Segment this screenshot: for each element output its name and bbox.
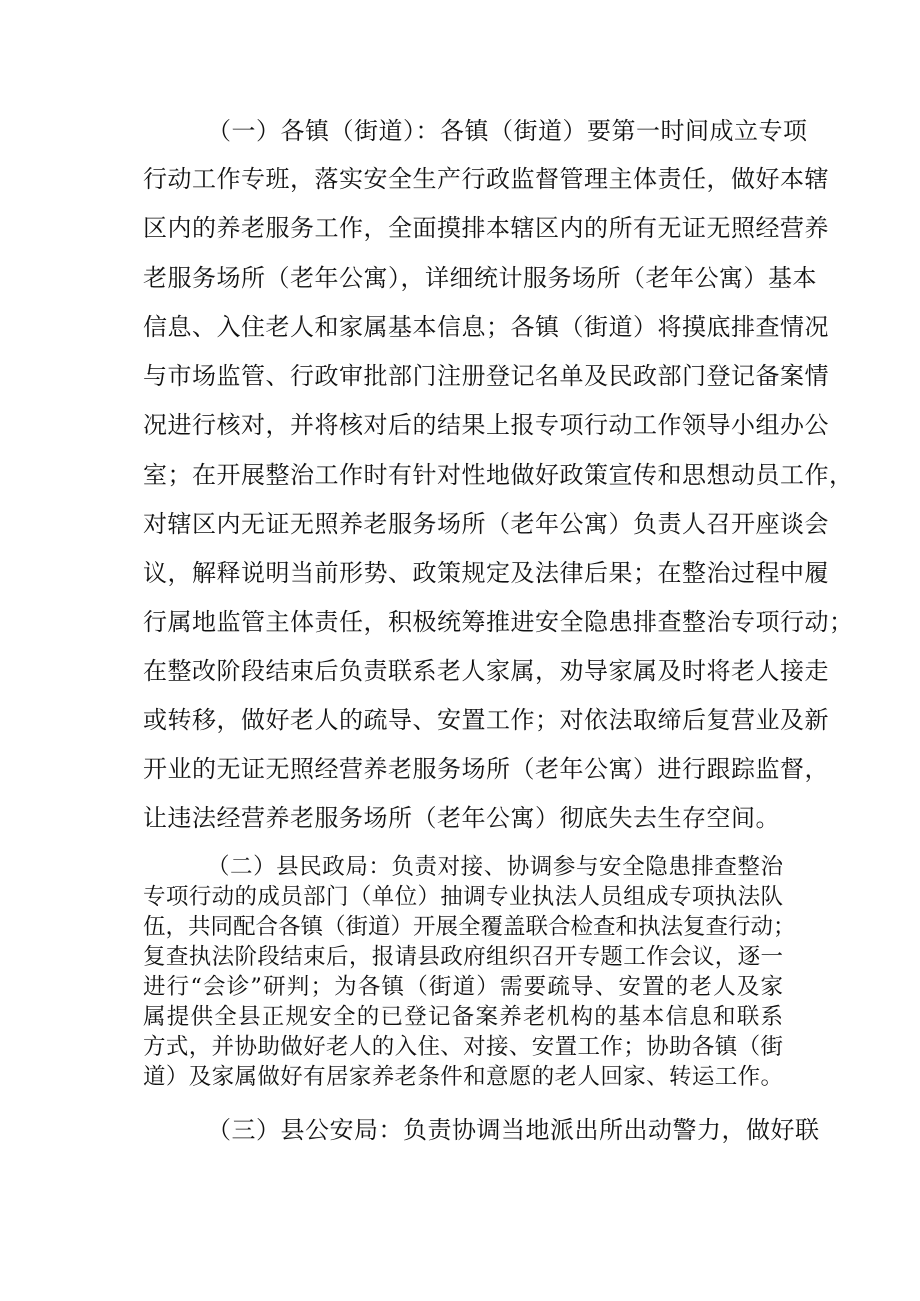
- paragraph-line: 室；在开展整治工作时有针对性地做好政策宣传和思想动员工作，: [143, 461, 854, 489]
- paragraph-line: （一）各镇（街道）：各镇（街道）要第一时间成立专项: [207, 117, 808, 145]
- paragraph-line: 信息、入住老人和家属基本信息；各镇（街道）将摸底排查情况: [143, 313, 829, 341]
- paragraph-line: 老服务场所（老年公寓），详细统计服务场所（老年公寓）基本: [143, 264, 817, 292]
- paragraph-line: 属提供全县正规安全的已登记备案养老机构的基本信息和联系: [143, 1004, 783, 1030]
- paragraph-line: 进行“会诊”研判；为各镇（街道）需要疏导、安置的老人及家: [143, 974, 783, 1000]
- paragraph-line: 复查执法阶段结束后，报请县政府组织召开专题工作会议，逐一: [143, 944, 783, 970]
- paragraph-line: 行动工作专班，落实安全生产行政监督管理主体责任，做好本辖: [143, 165, 829, 193]
- paragraph-line: 在整改阶段结束后负责联系老人家属，劝导家属及时将老人接走: [143, 657, 829, 685]
- paragraph-line: 或转移，做好老人的疏导、安置工作；对依法取缔后复营业及新: [143, 706, 829, 734]
- paragraph-line: 议，解释说明当前形势、政策规定及法律后果；在整治过程中履: [143, 559, 829, 587]
- paragraph-line: 专项行动的成员部门（单位）抽调专业执法人员组成专项执法队: [143, 884, 783, 910]
- paragraph-line: 区内的养老服务工作，全面摸排本辖区内的所有无证无照经营养: [143, 214, 829, 242]
- paragraph-line: 伍，共同配合各镇（街道）开展全覆盖联合检查和执法复查行动；: [143, 914, 796, 940]
- paragraph-line: 与市场监管、行政审批部门注册登记名单及民政部门登记备案情: [143, 362, 829, 390]
- paragraph-line: 对辖区内无证无照养老服务场所（老年公寓）负责人召开座谈会: [143, 510, 829, 538]
- paragraph-line: （二）县民政局：负责对接、协调参与安全隐患排查整治: [207, 854, 783, 880]
- paragraph-line: 方式，并协助做好老人的入住、对接、安置工作；协助各镇（街: [143, 1034, 783, 1060]
- paragraph-line: 行属地监管主体责任，积极统筹推进安全隐患排查整治专项行动；: [143, 608, 854, 636]
- paragraph-line: 开业的无证无照经营养老服务场所（老年公寓）进行跟踪监督，: [143, 755, 829, 783]
- paragraph-line: 让违法经营养老服务场所（老年公寓）彻底失去生存空间。: [143, 804, 780, 832]
- paragraph-line: （三）县公安局：负责协调当地派出所出动警力，做好联: [207, 1116, 820, 1144]
- paragraph-line: 况进行核对，并将核对后的结果上报专项行动工作领导小组办公: [143, 411, 829, 439]
- paragraph-line: 道）及家属做好有居家养老条件和意愿的老人回家、转运工作。: [143, 1064, 783, 1090]
